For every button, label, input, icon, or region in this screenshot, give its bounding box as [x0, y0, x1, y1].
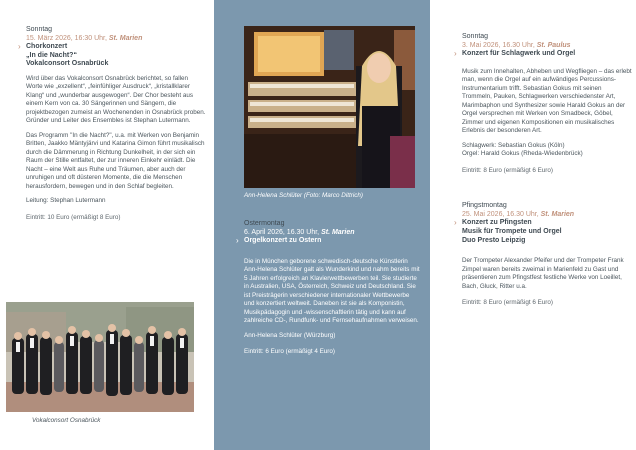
chevron-right-icon: ›: [454, 49, 457, 59]
concert-performer: Schlagwerk: Sebastian Gokus (Köln): [462, 141, 565, 149]
chevron-right-icon: ›: [18, 42, 21, 52]
concert-description: Musik zum Innehalten, Abheben und Wegfliegen – das erlebt man, wenn die Orgel auf ein aufwändiges Percussions-Instrumentarium trifft. Sebastian Gokus mit seinen Trommeln, Pauken, Schlagwerken verschiedenster Art, Marimbaphon und Synthesizer sowie Harald Gokus an der Orgel versprechen mit Werken von Smadbeck, Göbel, Zimmer und eigenen Kompositionen ein musikalisches Erlebnis der besonderen Art.: [462, 67, 632, 135]
concert-description: Der Trompeter Alexander Pfeifer und der Trompeter Frank Zimpel waren bereits zweimal in Marienfeld zu Gast und präsentieren zum Pfingstfest festliche Werke von Loeillet, Bach, Gluck, Ritter u.a.: [462, 257, 624, 290]
concert-date: 25. Mai 2026, 16.30 Uhr, St. Marien: [462, 210, 575, 218]
concert-price: Eintritt: 6 Euro (ermäßigt 4 Euro): [244, 348, 335, 356]
concert-entry-orgelkonzert: [236, 220, 420, 357]
concert-entry-chorkonzert: [18, 26, 206, 222]
concert-price: Eintritt: 8 Euro (ermäßigt 6 Euro): [462, 299, 553, 307]
choir-photo-caption: Vokalconsort Osnabrück: [32, 417, 101, 424]
concert-price: Eintritt: 10 Euro (ermäßigt 8 Euro): [26, 213, 121, 221]
concert-entry-pfingsten: [454, 202, 632, 307]
middle-column: [214, 0, 430, 450]
chevron-right-icon: ›: [454, 218, 457, 228]
entry-header: [454, 202, 632, 245]
concert-title: › Konzert für Schlagwerk und Orgel: [454, 49, 576, 59]
organist-photo-caption: Ann-Helena Schlüter (Foto: Marco Dittrich): [244, 192, 363, 199]
concert-day: Sonntag: [462, 33, 489, 40]
concert-date: 15. März 2026, 16:30 Uhr, St. Marien: [26, 34, 143, 42]
concert-date: 3. Mai 2026, 16.30 Uhr, St. Paulus: [462, 41, 571, 49]
entry-header: [236, 220, 420, 246]
entry-header: [18, 26, 206, 69]
organist-photo: [244, 26, 415, 188]
concert-day: Sonntag: [26, 26, 53, 33]
concert-description: Wird über das Vokalconsort Osnabrück berichtet, so fallen Worte wie „exzellent“, „feinfühliger Ausdruck“, „kristallklarer Klang“ und „wunderbar ausgewogen“. Der Chor besteht aus einem Kern von ca. 30 Sängerinnen und Sängern, die projektbezogen zumeist an Wochenenden in Osnabrück proben. Gründer und Leiter des Ensembles ist Stephan Lutermann.: [26, 74, 206, 125]
concert-performer: Ann-Helena Schlüter (Würzburg): [244, 331, 336, 339]
concert-price: Eintritt: 8 Euro (ermäßigt 6 Euro): [462, 166, 553, 174]
concert-title: › Chorkonzert „In die Nacht?“ Vokalconsort Osnabrück: [18, 42, 109, 68]
concert-performer: Orgel: Harald Gokus (Rheda-Wiedenbrück): [462, 150, 583, 158]
concert-leader: Leitung: Stephan Lutermann: [26, 197, 106, 205]
concert-program: Das Programm "In die Nacht?", u.a. mit Werken von Benjamin Britten, Jaakko Mäntyjärvi und Katarina Gimon führt musikalisch durch die Dämmerung in Richtung Dunkelheit, in der sich ein Raum der Stille entfaltet, der zur inneren Einkehr einlädt. Die Nacht – eine Welt aus Ruhe und Träumen, aber auch der unruhigen und oft düsteren Momente, die die Menschen herausfordern, bewegen und in den Schlaf begleiten.: [26, 131, 205, 190]
right-column: [432, 0, 636, 450]
concert-title: › Konzert zu Pfingsten Musik für Trompete und Orgel Duo Presto Leipzig: [454, 218, 562, 244]
choir-photo: [6, 302, 194, 412]
entry-header: [454, 33, 632, 59]
concert-day: Pfingstmontag: [462, 202, 507, 210]
concert-title: › Orgelkonzert zu Ostern: [236, 236, 322, 246]
concert-description: Die in München geborene schwedisch-deutsche Künstlerin Ann-Helena Schlüter galt als Wunderkind und nahm bereits mit 5 Jahren erfolgreich an Klavierwettbewerben teil. Sie studierte in Australien, USA, Österreich, Schweiz und Deutschland. Sie ist Preisträgerin verschiedener internationaler Wettbewerbe und konzertiert weltweit. Daneben ist sie als Komponistin, Musikpädagogin und -wissenschaftlerin tätig und kann auf zahlreiche CD-, Rundfunk- und Fernsehaufnahmen verweisen.: [244, 257, 420, 325]
chevron-right-icon: ›: [236, 236, 239, 246]
concert-day: Ostermontag: [244, 220, 285, 227]
concert-entry-schlagwerk: [454, 33, 632, 175]
concert-date: 6. April 2026, 16.30 Uhr, St. Marien: [244, 228, 355, 236]
